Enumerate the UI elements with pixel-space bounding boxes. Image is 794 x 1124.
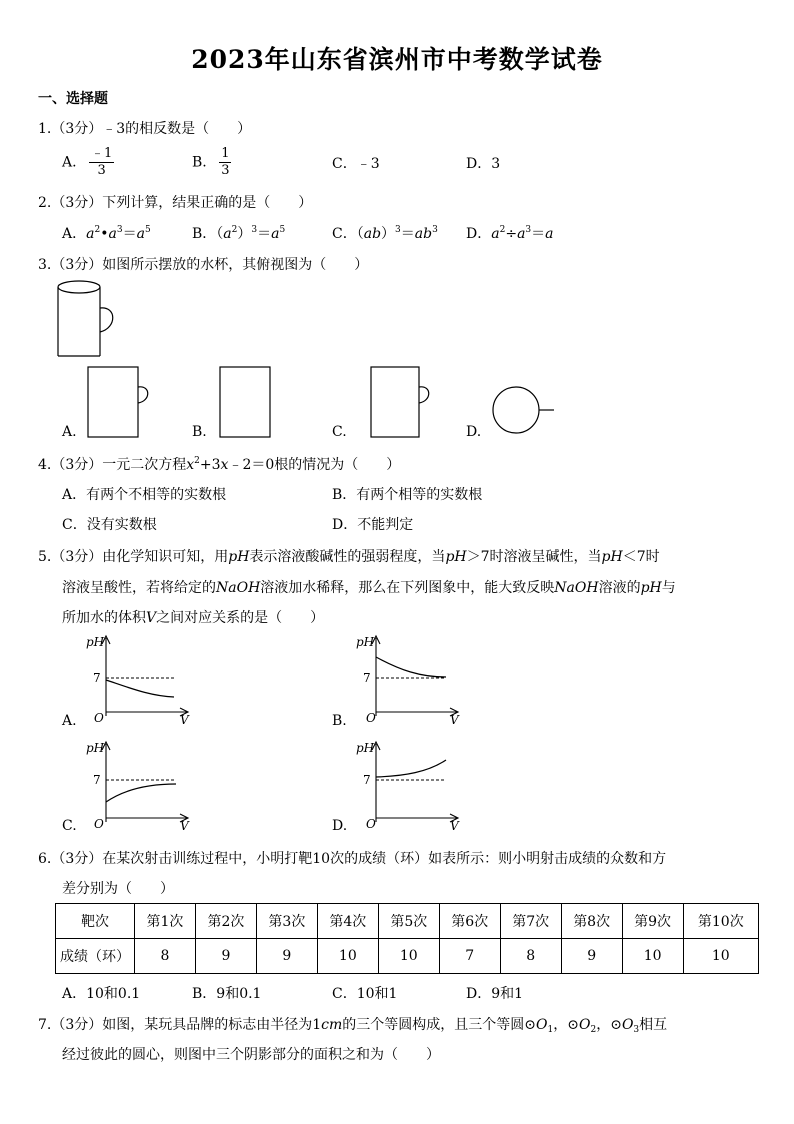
q2-option-a: A．$a^2•a^3=a^5$ bbox=[62, 225, 151, 242]
q5-graph-c bbox=[80, 736, 200, 831]
table-cell: 9 bbox=[195, 939, 256, 974]
table-cell: 第6次 bbox=[439, 904, 500, 939]
table-cell: 第4次 bbox=[317, 904, 378, 939]
table-cell: 第10次 bbox=[683, 904, 758, 939]
section-heading: 一、选择题 bbox=[38, 91, 108, 107]
q3-option-c-figure bbox=[368, 365, 438, 440]
q3-option-c: C. bbox=[332, 424, 347, 440]
graph-b-x-label: V bbox=[450, 713, 459, 725]
table-cell: 第9次 bbox=[622, 904, 683, 939]
q7-line-1: 7.（3分）如图，某玩具品牌的标志由半径为1cm的三个等圆构成，且三个等圆$⊙O_1$，$⊙O_2$，$⊙O_3$相互 bbox=[38, 1017, 668, 1035]
graph-c-tick-7: 7 bbox=[93, 773, 101, 787]
q4-option-c: C．没有实数根 bbox=[62, 517, 157, 533]
q3-option-b-figure bbox=[217, 365, 277, 440]
table-cell: 9 bbox=[561, 939, 622, 974]
graph-c-x-label: V bbox=[180, 819, 189, 831]
table-cell: 9 bbox=[256, 939, 317, 974]
q3-option-a: A. bbox=[62, 424, 77, 440]
q5-line-3: 所加水的体积V之间对应关系的是（ ） bbox=[62, 610, 325, 626]
graph-a-tick-7: 7 bbox=[93, 671, 101, 685]
table-cell: 成绩（环） bbox=[56, 939, 135, 974]
table-cell: 10 bbox=[683, 939, 758, 974]
table-cell: 第7次 bbox=[500, 904, 561, 939]
table-header-row bbox=[56, 904, 759, 939]
q5-line-1: 5.（3分）由化学知识可知，用pH表示溶液酸碱性的强弱程度，当pH＞7时溶液呈碱性，当pH＜7时 bbox=[38, 549, 660, 565]
table-cell: 第3次 bbox=[256, 904, 317, 939]
table-cell: 7 bbox=[439, 939, 500, 974]
q5-graph-d bbox=[350, 736, 470, 831]
q3-option-a-figure bbox=[85, 365, 155, 440]
q4-option-d: D．不能判定 bbox=[332, 517, 414, 533]
graph-a-y-label: pH bbox=[86, 635, 105, 649]
q1-option-a: A. $\frac{﹣1}{3}$ bbox=[62, 146, 113, 178]
graph-d-x-label: V bbox=[450, 819, 459, 831]
q5-option-b: B. bbox=[332, 713, 347, 729]
table-cell: 第1次 bbox=[135, 904, 196, 939]
graph-c-y-label: pH bbox=[86, 741, 105, 755]
graph-d-y-label: pH bbox=[356, 741, 375, 755]
q1-option-b: B. $\frac{1}{3}$ bbox=[192, 146, 230, 178]
score-table bbox=[55, 903, 759, 974]
q6-line-2: 差分别为（ ） bbox=[62, 881, 174, 897]
table-cell: 第8次 bbox=[561, 904, 622, 939]
q2-stem: 2.（3分）下列计算，结果正确的是（ ） bbox=[38, 195, 313, 211]
q1-option-c: C．﹣3 bbox=[332, 156, 380, 172]
graph-a-x-label: V bbox=[180, 713, 189, 725]
graph-d-origin: O bbox=[366, 817, 376, 831]
table-cell: 靶次 bbox=[56, 904, 135, 939]
q5-option-a: A. bbox=[62, 713, 77, 729]
q1-option-d: D．3 bbox=[466, 156, 501, 172]
graph-d-tick-7: 7 bbox=[363, 773, 371, 787]
q6-line-1: 6.（3分）在某次射击训练过程中，小明打靶10次的成绩（环）如表所示：则小明射击成绩的众数和方 bbox=[38, 851, 667, 867]
table-cell: 第5次 bbox=[378, 904, 439, 939]
q5-option-d: D. bbox=[332, 818, 348, 834]
q7-line-2: 经过彼此的圆心，则图中三个阴影部分的面积之和为（ ） bbox=[62, 1047, 440, 1063]
table-cell: 8 bbox=[500, 939, 561, 974]
table-row bbox=[56, 939, 759, 974]
table-cell: 10 bbox=[622, 939, 683, 974]
q4-stem: 4.（3分）一元二次方程$x^2+3x﹣2=0$根的情况为（ ） bbox=[38, 456, 401, 473]
q5-graph-a bbox=[80, 630, 200, 725]
q6-option-b: B．9和0.1 bbox=[192, 986, 262, 1002]
q1-stem: 1.（3分）﹣3的相反数是（ ） bbox=[38, 121, 252, 137]
q5-option-c: C. bbox=[62, 818, 77, 834]
q2-option-d: D．$a^2\div a^3=a$ bbox=[466, 225, 554, 242]
cup-figure bbox=[55, 278, 125, 362]
q2-option-b: B．$(a^2)^3=a^5$ bbox=[192, 225, 286, 242]
table-cell: 10 bbox=[378, 939, 439, 974]
q6-option-c: C．10和1 bbox=[332, 986, 398, 1002]
graph-a-origin: O bbox=[94, 711, 104, 725]
q5-line-2: 溶液呈酸性，若将给定的NaOH溶液加水稀释，那么在下列图象中，能大致反映NaOH溶液的pH与 bbox=[62, 580, 676, 596]
q2-option-c: C．$(ab)^3=ab^3$ bbox=[332, 225, 438, 242]
q3-option-b: B. bbox=[192, 424, 207, 440]
q4-option-a: A．有两个不相等的实数根 bbox=[62, 487, 227, 503]
table-cell: 8 bbox=[135, 939, 196, 974]
table-cell: 10 bbox=[317, 939, 378, 974]
graph-c-origin: O bbox=[94, 817, 104, 831]
q6-option-a: A．10和0.1 bbox=[62, 986, 141, 1002]
page-title: 2023年山东省滨州市中考数学试卷 bbox=[191, 45, 603, 74]
table-cell: 第2次 bbox=[195, 904, 256, 939]
q3-stem: 3.（3分）如图所示摆放的水杯，其俯视图为（ ） bbox=[38, 257, 369, 273]
q4-option-b: B．有两个相等的实数根 bbox=[332, 487, 483, 503]
q5-graph-b bbox=[350, 630, 470, 725]
q3-option-d-figure bbox=[490, 385, 560, 437]
graph-b-origin: O bbox=[366, 711, 376, 725]
q3-option-d: D. bbox=[466, 424, 482, 440]
graph-b-y-label: pH bbox=[356, 635, 375, 649]
q6-option-d: D．9和1 bbox=[466, 986, 524, 1002]
graph-b-tick-7: 7 bbox=[363, 671, 371, 685]
